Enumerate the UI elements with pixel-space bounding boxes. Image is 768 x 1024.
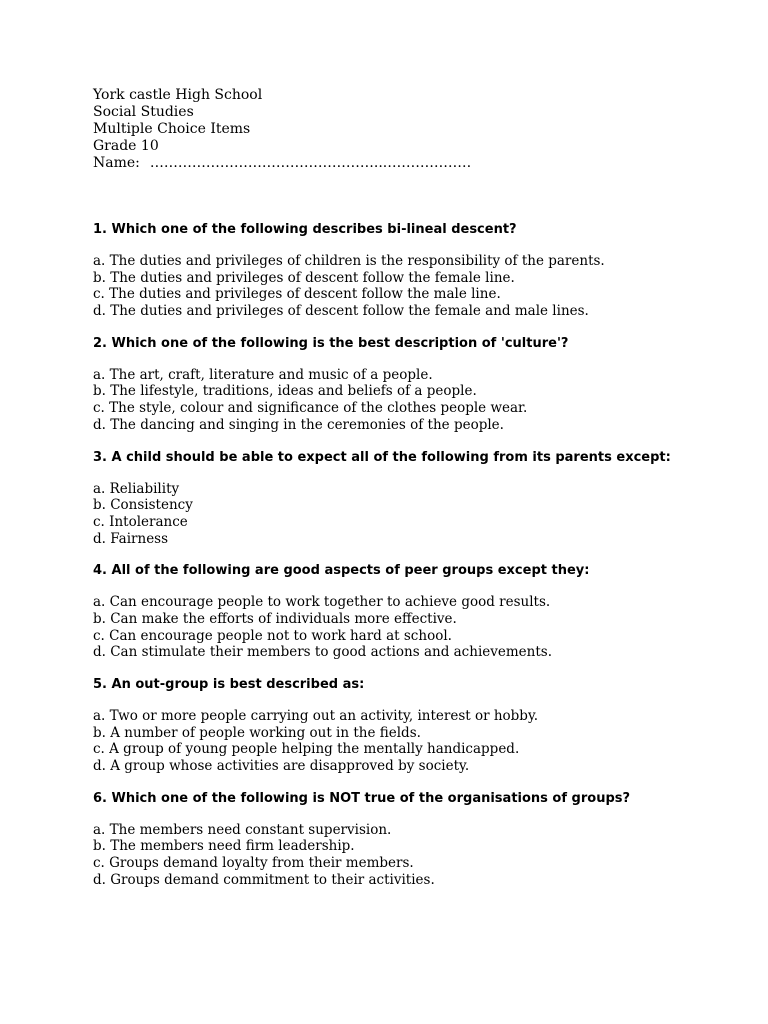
question-3 [93, 449, 733, 548]
document-header [93, 87, 733, 172]
question-text: 3. A child should be able to expect all of the following from its parents except: [93, 449, 671, 465]
option-b: b. The members need firm leadership. [93, 838, 355, 855]
option-c: c. The style, colour and significance of the clothes people wear. [93, 400, 528, 417]
question-text: 1. Which one of the following describes bi-lineal descent? [93, 222, 517, 237]
options-list [93, 367, 733, 434]
question-text: 5. An out-group is best described as: [93, 677, 365, 692]
options-list [93, 822, 733, 889]
option-c: c. The duties and privileges of descent follow the male line. [93, 286, 501, 303]
option-a: a. Two or more people carrying out an activity, interest or hobby. [93, 708, 539, 724]
name-line [93, 155, 733, 172]
option-a: a. The members need constant supervision. [93, 821, 392, 838]
questions-list [93, 221, 733, 889]
options-list [93, 594, 733, 661]
question-1 [93, 221, 733, 320]
option-d: d. Groups demand commitment to their activities. [93, 871, 435, 888]
name-label: Name: [93, 155, 140, 171]
document-type: Multiple Choice Items [93, 121, 251, 137]
option-c: c. A group of young people helping the mentally handicapped. [93, 741, 520, 758]
option-c: c. Intolerance [93, 513, 188, 530]
subject-name: Social Studies [93, 104, 194, 120]
option-b: b. The duties and privileges of descent follow the female line. [93, 269, 515, 286]
question-5 [93, 676, 733, 775]
option-b: b. Consistency [93, 497, 193, 514]
option-b: b. A number of people working out in the fields. [93, 724, 421, 741]
options-list [93, 481, 733, 548]
grade-level: Grade 10 [93, 138, 159, 154]
options-list [93, 708, 733, 775]
document-page [93, 87, 733, 904]
option-d: d. Can stimulate their members to good actions and achievements. [93, 644, 552, 661]
option-d: d. Fairness [93, 530, 169, 547]
question-text: 6. Which one of the following is NOT true of the organisations of groups? [93, 790, 631, 806]
option-a: a. Can encourage people to work together to achieve good results. [93, 594, 551, 611]
question-2 [93, 335, 733, 434]
option-a: a. Reliability [93, 480, 180, 497]
option-b: b. The lifestyle, traditions, ideas and beliefs of a people. [93, 383, 477, 400]
school-name: York castle High School [93, 87, 263, 103]
question-4 [93, 562, 733, 661]
option-d: d. The dancing and singing in the ceremonies of the people. [93, 416, 504, 433]
option-c: c. Groups demand loyalty from their members. [93, 855, 414, 872]
question-6 [93, 790, 733, 889]
question-text: 4. All of the following are good aspects of peer groups except they: [93, 563, 590, 579]
option-a: a. The duties and privileges of children is the responsibility of the parents. [93, 253, 605, 269]
option-d: d. A group whose activities are disapproved by society. [93, 758, 470, 775]
option-b: b. Can make the efforts of individuals more effective. [93, 610, 457, 627]
option-a: a. The art, craft, literature and music of a people. [93, 366, 433, 383]
options-list [93, 253, 733, 320]
name-blank: …………………………………………...……………… [149, 155, 472, 171]
option-c: c. Can encourage people not to work hard at school. [93, 627, 452, 644]
option-d: d. The duties and privileges of descent follow the female and male lines. [93, 303, 589, 320]
question-text: 2. Which one of the following is the best description of 'culture'? [93, 335, 569, 351]
